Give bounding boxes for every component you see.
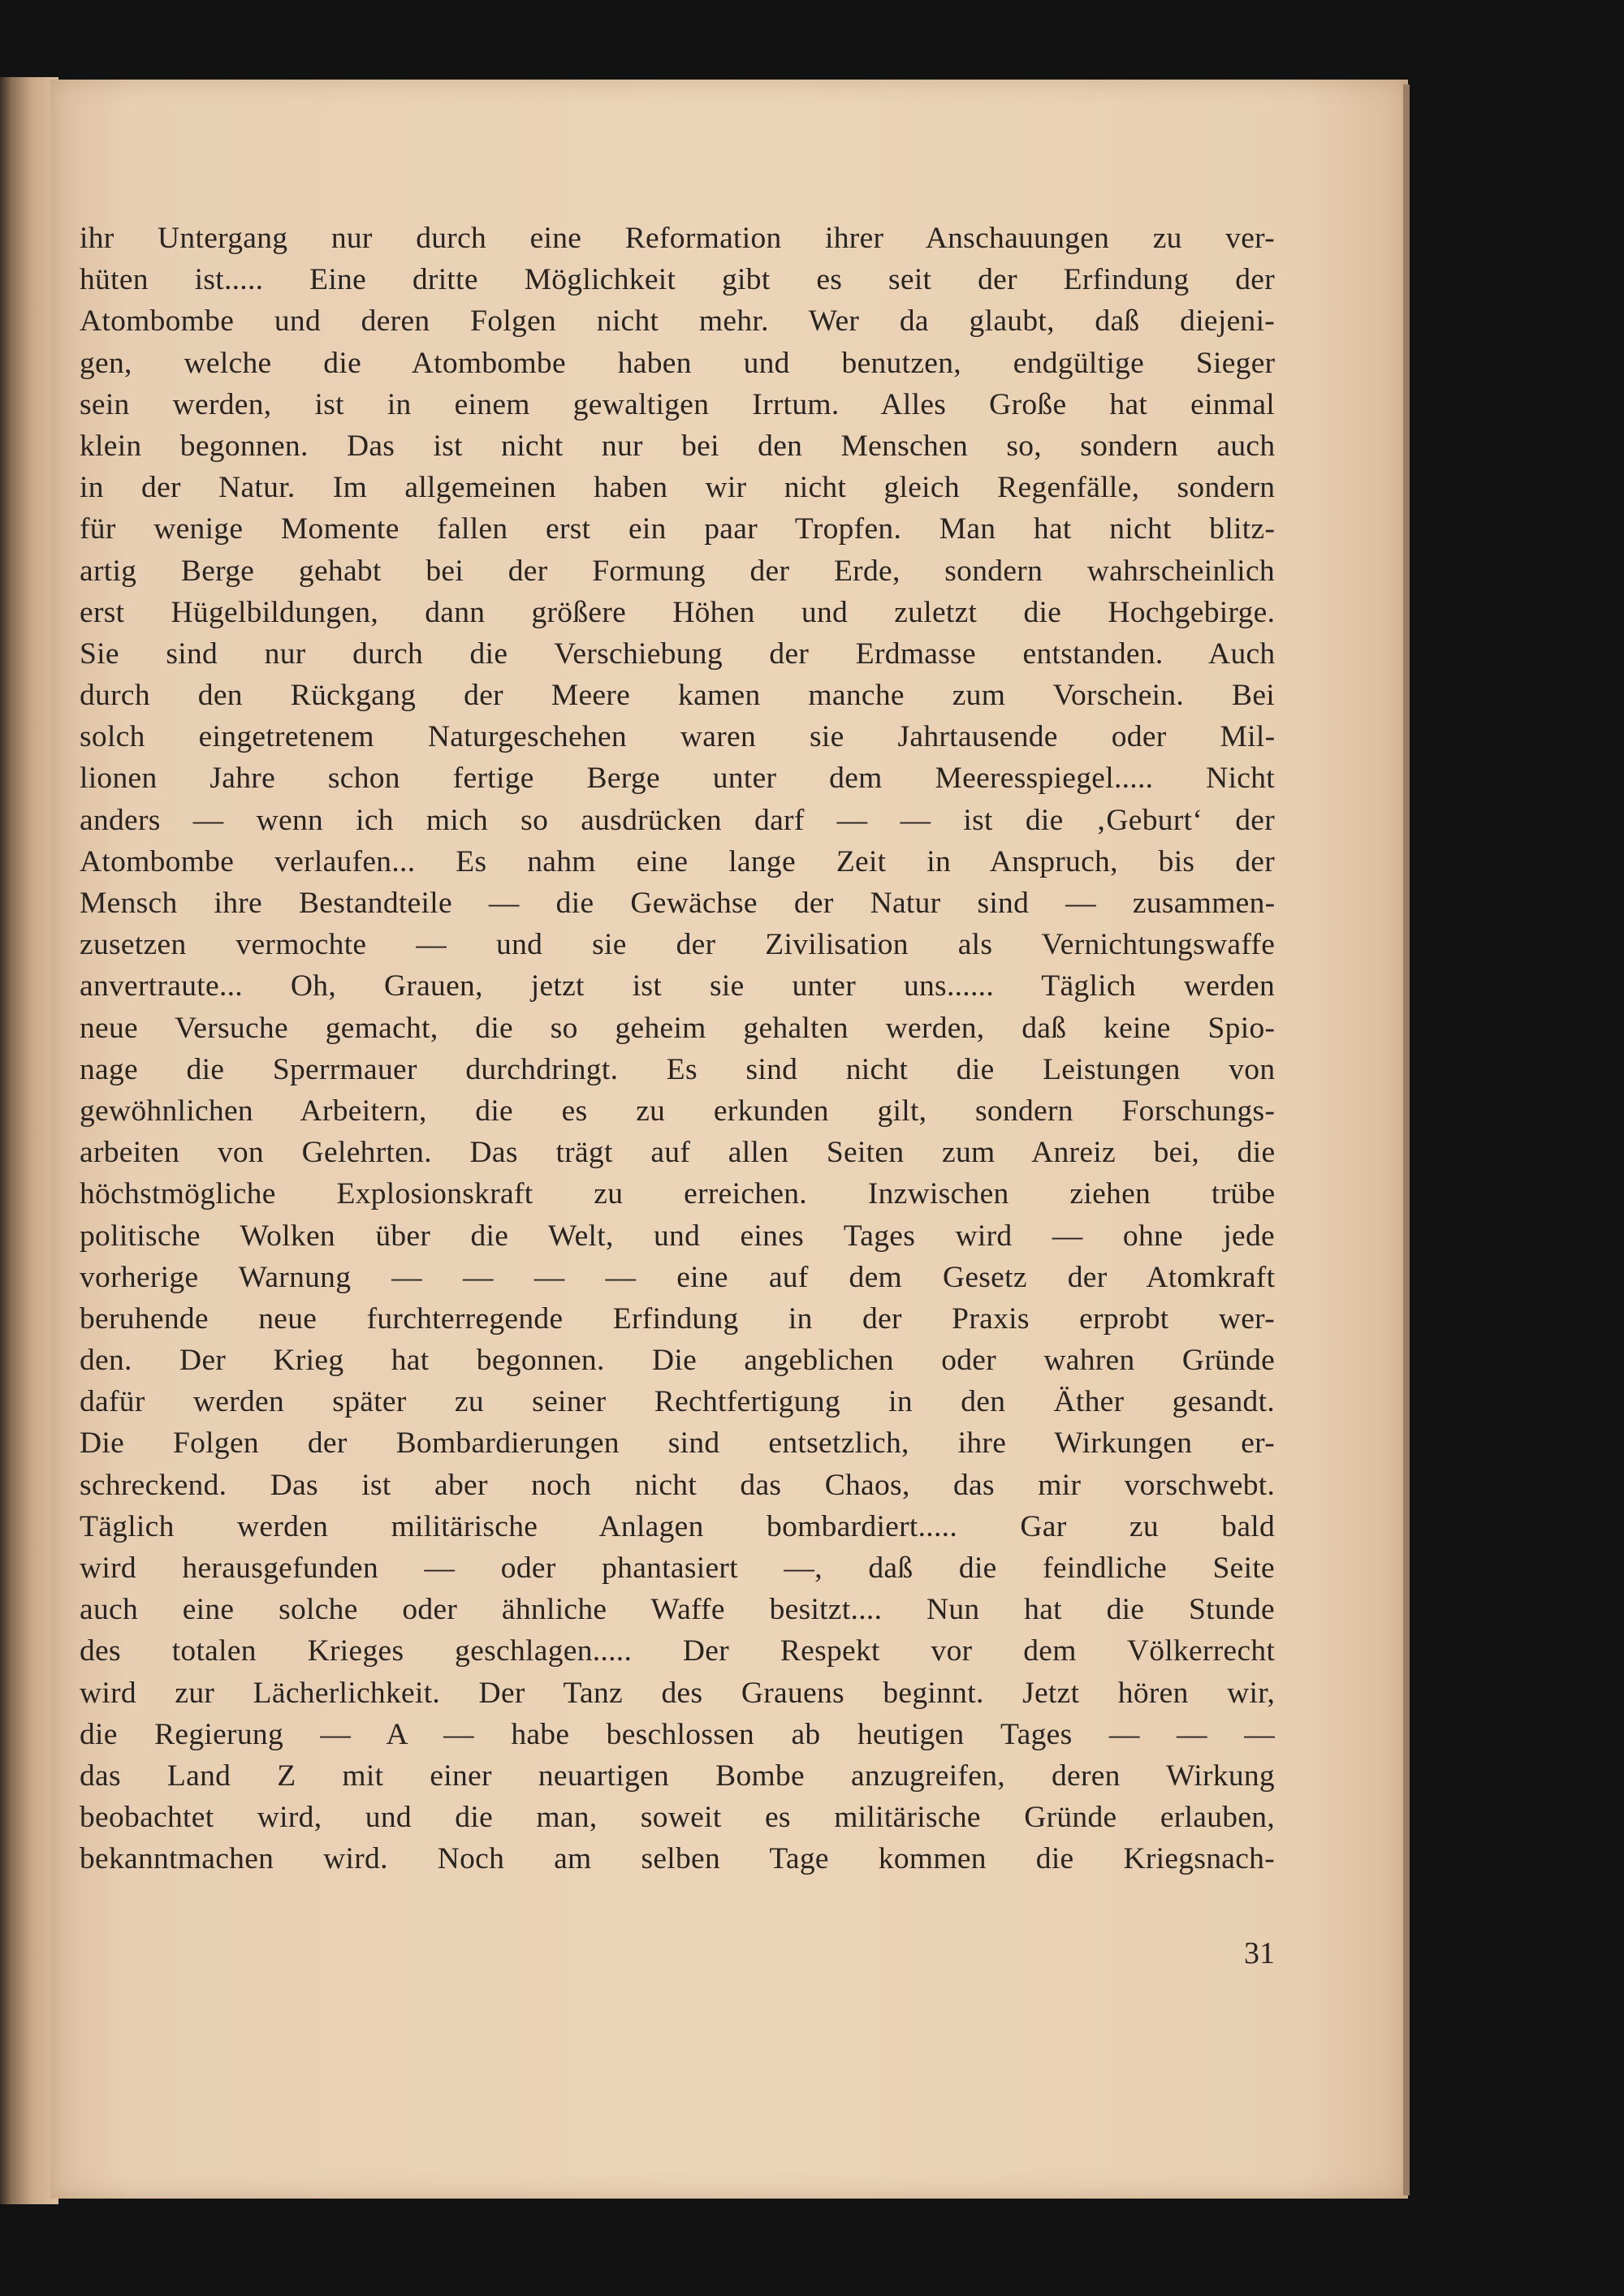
page-number: 31 [1244,1936,1275,1970]
text-line: nage die Sperrmauer durchdringt. Es sind nicht die Leistungen von [80,1052,1276,1086]
text-line: beobachtet wird, und die man, soweit es militärische Gründe erlauben, [80,1801,1275,1835]
text-line: anders — wenn ich mich so ausdrücken darf — — ist die ‚Geburt‘ der [80,803,1275,837]
text-line: zusetzen vermochte — und sie der Zivilisation als Vernichtungswaffe [80,928,1276,962]
text-line: schreckend. Das ist aber noch nicht das Chaos, das mir vorschwebt. [80,1468,1276,1502]
text-line: in der Natur. Im allgemeinen haben wir nicht gleich Regenfälle, sondern [80,471,1276,505]
text-line: Sie sind nur durch die Verschiebung der Erdmasse entstanden. Auch [80,637,1276,671]
text-line: Die Folgen der Bombardierungen sind entsetzlich, ihre Wirkungen er- [80,1426,1275,1461]
book-page [50,80,1408,2199]
text-line: Täglich werden militärische Anlagen bombardiert..... Gar zu bald [80,1509,1276,1543]
text-line: artig Berge gehabt bei der Formung der Erde, sondern wahrscheinlich [80,554,1275,588]
text-line: für wenige Momente fallen erst ein paar Tropfen. Man hat nicht blitz- [80,512,1276,546]
text-line: Atombombe verlaufen... Es nahm eine lange Zeit in Anspruch, bis der [80,844,1275,878]
text-line: gewöhnlichen Arbeitern, die es zu erkunden gilt, sondern Forschungs- [80,1094,1276,1128]
text-line: Mensch ihre Bestandteile — die Gewächse der Natur sind — zusammen- [80,887,1276,920]
text-line: die Regierung — A — habe beschlossen ab heutigen Tages — — — [80,1717,1275,1751]
page-edge [1403,84,1410,2195]
text-line: gen, welche die Atombombe haben und benutzen, endgültige Sieger [80,346,1276,380]
text-line: anvertraute... Oh, Grauen, jetzt ist sie unter uns...... Täglich werden [80,969,1275,1003]
text-line: das Land Z mit einer neuartigen Bombe anzugreifen, deren Wirkung [80,1759,1275,1793]
text-line: Atombombe und deren Folgen nicht mehr. Wer da glaubt, daß diejeni- [80,304,1276,339]
text-line: solch eingetretenem Naturgeschehen waren sie Jahrtausende oder Mil- [80,720,1276,754]
text-line: klein begonnen. Das ist nicht nur bei den Menschen so, sondern auch [80,429,1276,463]
text-line: ihr Untergang nur durch eine Reformation ihrer Anschauungen zu ver- [80,222,1275,255]
text-line: bekanntmachen wird. Noch am selben Tage kommen die Kriegsnach- [80,1842,1275,1876]
text-line: hüten ist..... Eine dritte Möglichkeit gibt es seit der Erfindung der [80,263,1275,297]
text-line: durch den Rückgang der Meere kamen manche zum Vorschein. Bei [80,679,1275,713]
text-line: vorherige Warnung — — — — eine auf dem Gesetz der Atomkraft [80,1260,1276,1294]
text-line: dafür werden später zu seiner Rechtfertigung in den Äther gesandt. [80,1385,1275,1419]
text-line: lionen Jahre schon fertige Berge unter dem Meeresspiegel..... Nicht [80,762,1275,796]
text-line: auch eine solche oder ähnliche Waffe besitzt.... Nun hat die Stunde [80,1593,1275,1627]
text-line: politische Wolken über die Welt, und eines Tages wird — ohne jede [80,1219,1275,1253]
text-line: wird herausgefunden — oder phantasiert —, daß die feindliche Seite [80,1552,1275,1585]
text-line: den. Der Krieg hat begonnen. Die angeblichen oder wahren Gründe [80,1344,1276,1378]
text-line: höchstmögliche Explosionskraft zu erreichen. Inzwischen ziehen trübe [80,1177,1276,1211]
text-line: beruhende neue furchterregende Erfindung in der Praxis erprobt wer- [80,1301,1275,1336]
text-line: sein werden, ist in einem gewaltigen Irrtum. Alles Große hat einmal [80,387,1275,421]
text-line: neue Versuche gemacht, die so geheim gehalten werden, daß keine Spio- [80,1011,1276,1045]
text-line: des totalen Krieges geschlagen..... Der Respekt vor dem Völkerrecht [80,1634,1276,1668]
text-line: erst Hügelbildungen, dann größere Höhen und zuletzt die Hochgebirge. [80,595,1276,629]
body-text [80,218,1275,1880]
text-line: arbeiten von Gelehrten. Das trägt auf allen Seiten zum Anreiz bei, die [80,1136,1276,1170]
text-line: wird zur Lächerlichkeit. Der Tanz des Grauens beginnt. Jetzt hören wir, [80,1676,1276,1710]
